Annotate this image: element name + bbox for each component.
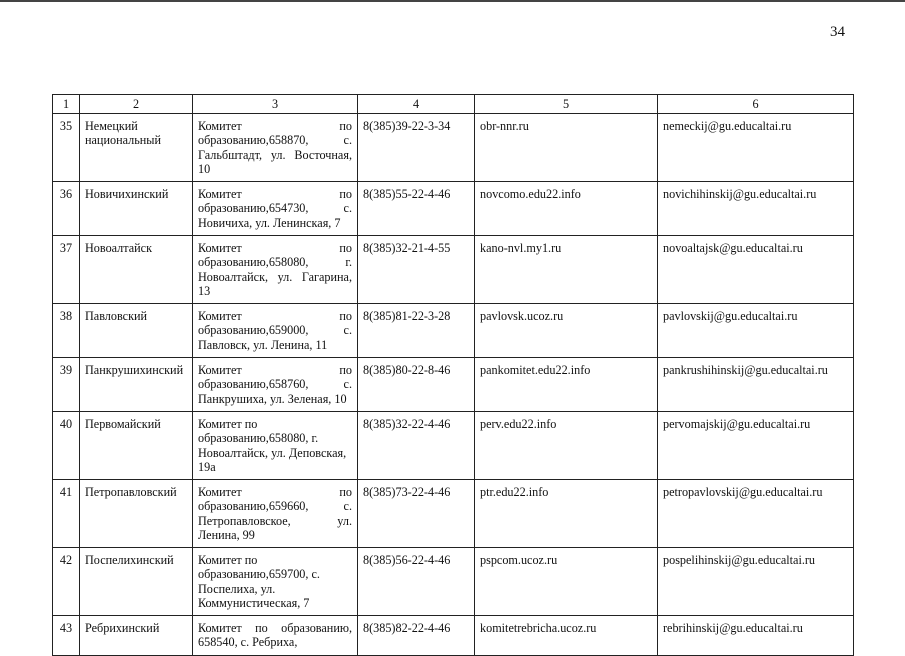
row-number: 43 [53, 615, 80, 655]
top-rule [0, 0, 905, 2]
row-number: 41 [53, 479, 80, 547]
website: pankomitet.edu22.info [475, 357, 658, 411]
row-number: 42 [53, 547, 80, 615]
directory-table [52, 94, 854, 656]
district-name: Ребрихинский [80, 615, 193, 655]
website: komitetrebricha.ucoz.ru [475, 615, 658, 655]
email: nemeckij@gu.educaltai.ru [658, 113, 854, 181]
col-header-1: 1 [53, 95, 80, 114]
address: Комитет по образованию,654730, с. Новичиха, ул. Ленинская, 7 [193, 181, 358, 235]
table-row [53, 181, 854, 235]
row-number: 37 [53, 235, 80, 303]
phone: 8(385)32-22-4-46 [358, 411, 475, 479]
email: pavlovskij@gu.educaltai.ru [658, 303, 854, 357]
district-name: Немецкий национальный [80, 113, 193, 181]
website: ptr.edu22.info [475, 479, 658, 547]
page-number: 34 [830, 24, 845, 40]
email: novichihinskij@gu.educaltai.ru [658, 181, 854, 235]
header-row [53, 95, 854, 114]
row-number: 36 [53, 181, 80, 235]
website: obr-nnr.ru [475, 113, 658, 181]
website: novcomo.edu22.info [475, 181, 658, 235]
row-number: 40 [53, 411, 80, 479]
phone: 8(385)82-22-4-46 [358, 615, 475, 655]
email: novoaltajsk@gu.educaltai.ru [658, 235, 854, 303]
phone: 8(385)55-22-4-46 [358, 181, 475, 235]
col-header-4: 4 [358, 95, 475, 114]
table-row [53, 547, 854, 615]
district-name: Панкрушихинский [80, 357, 193, 411]
row-number: 39 [53, 357, 80, 411]
phone: 8(385)81-22-3-28 [358, 303, 475, 357]
email: pankrushihinskij@gu.educaltai.ru [658, 357, 854, 411]
website: pavlovsk.ucoz.ru [475, 303, 658, 357]
address: Комитет по образованию,658870, с. Гальбштадт, ул. Восточная, 10 [193, 113, 358, 181]
row-number: 38 [53, 303, 80, 357]
table-row [53, 357, 854, 411]
address: Комитет по образованию,659660, с. Петропавловское, ул. Ленина, 99 [193, 479, 358, 547]
district-name: Новоалтайск [80, 235, 193, 303]
table-row [53, 479, 854, 547]
website: perv.edu22.info [475, 411, 658, 479]
table-row [53, 411, 854, 479]
col-header-2: 2 [80, 95, 193, 114]
col-header-6: 6 [658, 95, 854, 114]
address: Комитет по образованию,658760, с. Панкрушиха, ул. Зеленая, 10 [193, 357, 358, 411]
district-name: Новичихинский [80, 181, 193, 235]
table-row [53, 615, 854, 655]
phone: 8(385)80-22-8-46 [358, 357, 475, 411]
table-row [53, 235, 854, 303]
district-name: Поспелихинский [80, 547, 193, 615]
table-row [53, 113, 854, 181]
address: Комитет по образованию,658080, г. Новоалтайск, ул. Деповская, 19а [193, 411, 358, 479]
email: pervomajskij@gu.educaltai.ru [658, 411, 854, 479]
phone: 8(385)73-22-4-46 [358, 479, 475, 547]
row-number: 35 [53, 113, 80, 181]
phone: 8(385)39-22-3-34 [358, 113, 475, 181]
phone: 8(385)32-21-4-55 [358, 235, 475, 303]
district-name: Петропавловский [80, 479, 193, 547]
email: pospelihinskij@gu.educaltai.ru [658, 547, 854, 615]
address: Комитет по образованию,659700, с. Поспелиха, ул. Коммунистическая, 7 [193, 547, 358, 615]
phone: 8(385)56-22-4-46 [358, 547, 475, 615]
website: pspcom.ucoz.ru [475, 547, 658, 615]
website: kano-nvl.my1.ru [475, 235, 658, 303]
col-header-5: 5 [475, 95, 658, 114]
address: Комитет по образованию, 658540, с. Ребриха, [193, 615, 358, 655]
table-row [53, 303, 854, 357]
district-name: Павловский [80, 303, 193, 357]
col-header-3: 3 [193, 95, 358, 114]
email: rebrihinskij@gu.educaltai.ru [658, 615, 854, 655]
district-name: Первомайский [80, 411, 193, 479]
address: Комитет по образованию,659000, с. Павловск, ул. Ленина, 11 [193, 303, 358, 357]
address: Комитет по образованию,658080, г. Новоалтайск, ул. Гагарина, 13 [193, 235, 358, 303]
email: petropavlovskij@gu.educaltai.ru [658, 479, 854, 547]
